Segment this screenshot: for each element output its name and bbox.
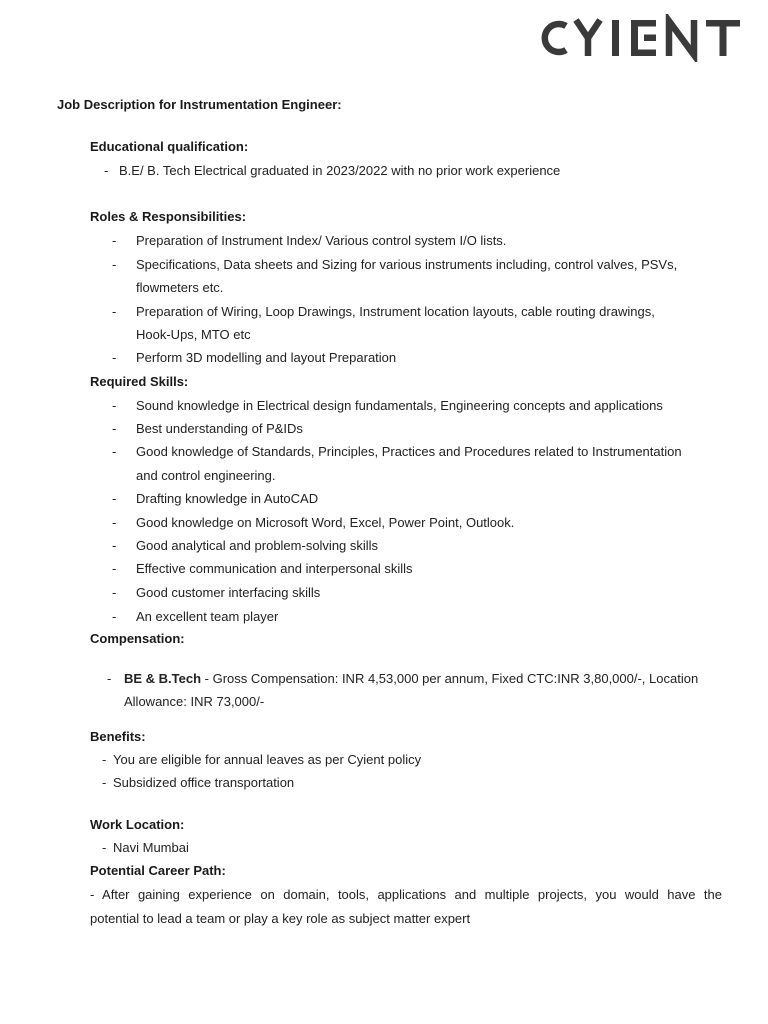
career-heading: Potential Career Path: [90, 863, 226, 878]
list-dash: - [112, 515, 117, 530]
skills-item: Good knowledge of Standards, Principles, Practices and Procedures related to Instrumentation [136, 444, 682, 459]
roles-item: Preparation of Wiring, Loop Drawings, Instrument location layouts, cable routing drawings, [136, 304, 655, 319]
skills-item: Good analytical and problem-solving skills [136, 538, 379, 553]
skills-heading: Required Skills: [90, 374, 189, 389]
location-heading: Work Location: [90, 817, 185, 832]
roles-item-continued: flowmeters etc. [136, 280, 224, 295]
list-dash: - [112, 585, 117, 600]
career-text: - After gaining experience on domain, tools, applications and multiple projects, you would have the [90, 887, 722, 902]
roles-item: Preparation of Instrument Index/ Various control system I/O lists. [136, 233, 507, 248]
list-dash: - [112, 233, 117, 248]
list-dash: - [102, 840, 107, 855]
list-dash: - [112, 609, 117, 624]
list-dash: - [112, 421, 117, 436]
page-title: Job Description for Instrumentation Engineer: [57, 97, 342, 112]
education-item: B.E/ B. Tech Electrical graduated in 2023/2022 with no prior work experience [119, 163, 561, 178]
list-dash: - [112, 444, 117, 459]
compensation-details: - Gross Compensation: INR 4,53,000 per annum, Fixed CTC:INR 3,80,000/-, Location [201, 671, 699, 686]
list-dash: - [112, 561, 117, 576]
skills-item: Effective communication and interpersonal skills [136, 561, 413, 576]
benefits-item: Subsidized office transportation [113, 775, 295, 790]
compensation-heading: Compensation: [90, 631, 185, 646]
compensation-line-continued: Allowance: INR 73,000/- [124, 694, 265, 709]
roles-heading: Roles & Responsibilities: [90, 209, 247, 224]
career-text-continued: potential to lead a team or play a key role as subject matter expert [90, 911, 471, 926]
list-dash: - [112, 304, 117, 319]
list-dash: - [112, 350, 117, 365]
skills-item: Sound knowledge in Electrical design fundamentals, Engineering concepts and applications [136, 398, 663, 413]
list-dash: - [112, 398, 117, 413]
list-dash: - [104, 163, 109, 178]
location-item: Navi Mumbai [113, 840, 189, 855]
roles-item-continued: Hook-Ups, MTO etc [136, 327, 251, 342]
roles-item: Perform 3D modelling and layout Preparation [136, 350, 397, 365]
degree-label: BE & B.Tech [124, 671, 202, 686]
skills-item: Good customer interfacing skills [136, 585, 321, 600]
list-dash: - [112, 538, 117, 553]
list-dash: - [107, 671, 112, 686]
skills-item: An excellent team player [136, 609, 279, 624]
cyient-logo [536, 14, 749, 62]
skills-item: Drafting knowledge in AutoCAD [136, 491, 319, 506]
list-dash: - [112, 491, 117, 506]
list-dash: - [102, 752, 107, 767]
roles-item: Specifications, Data sheets and Sizing for various instruments including, control valves, PSVs, [136, 257, 678, 272]
benefits-heading: Benefits: [90, 729, 146, 744]
skills-item-continued: and control engineering. [136, 468, 276, 483]
compensation-line [124, 671, 698, 687]
benefits-item: You are eligible for annual leaves as per Cyient policy [113, 752, 422, 767]
skills-item: Good knowledge on Microsoft Word, Excel, Power Point, Outlook. [136, 515, 515, 530]
list-dash: - [112, 257, 117, 272]
education-heading: Educational qualification: [90, 139, 249, 154]
list-dash: - [102, 775, 107, 790]
skills-item: Best understanding of P&IDs [136, 421, 303, 436]
